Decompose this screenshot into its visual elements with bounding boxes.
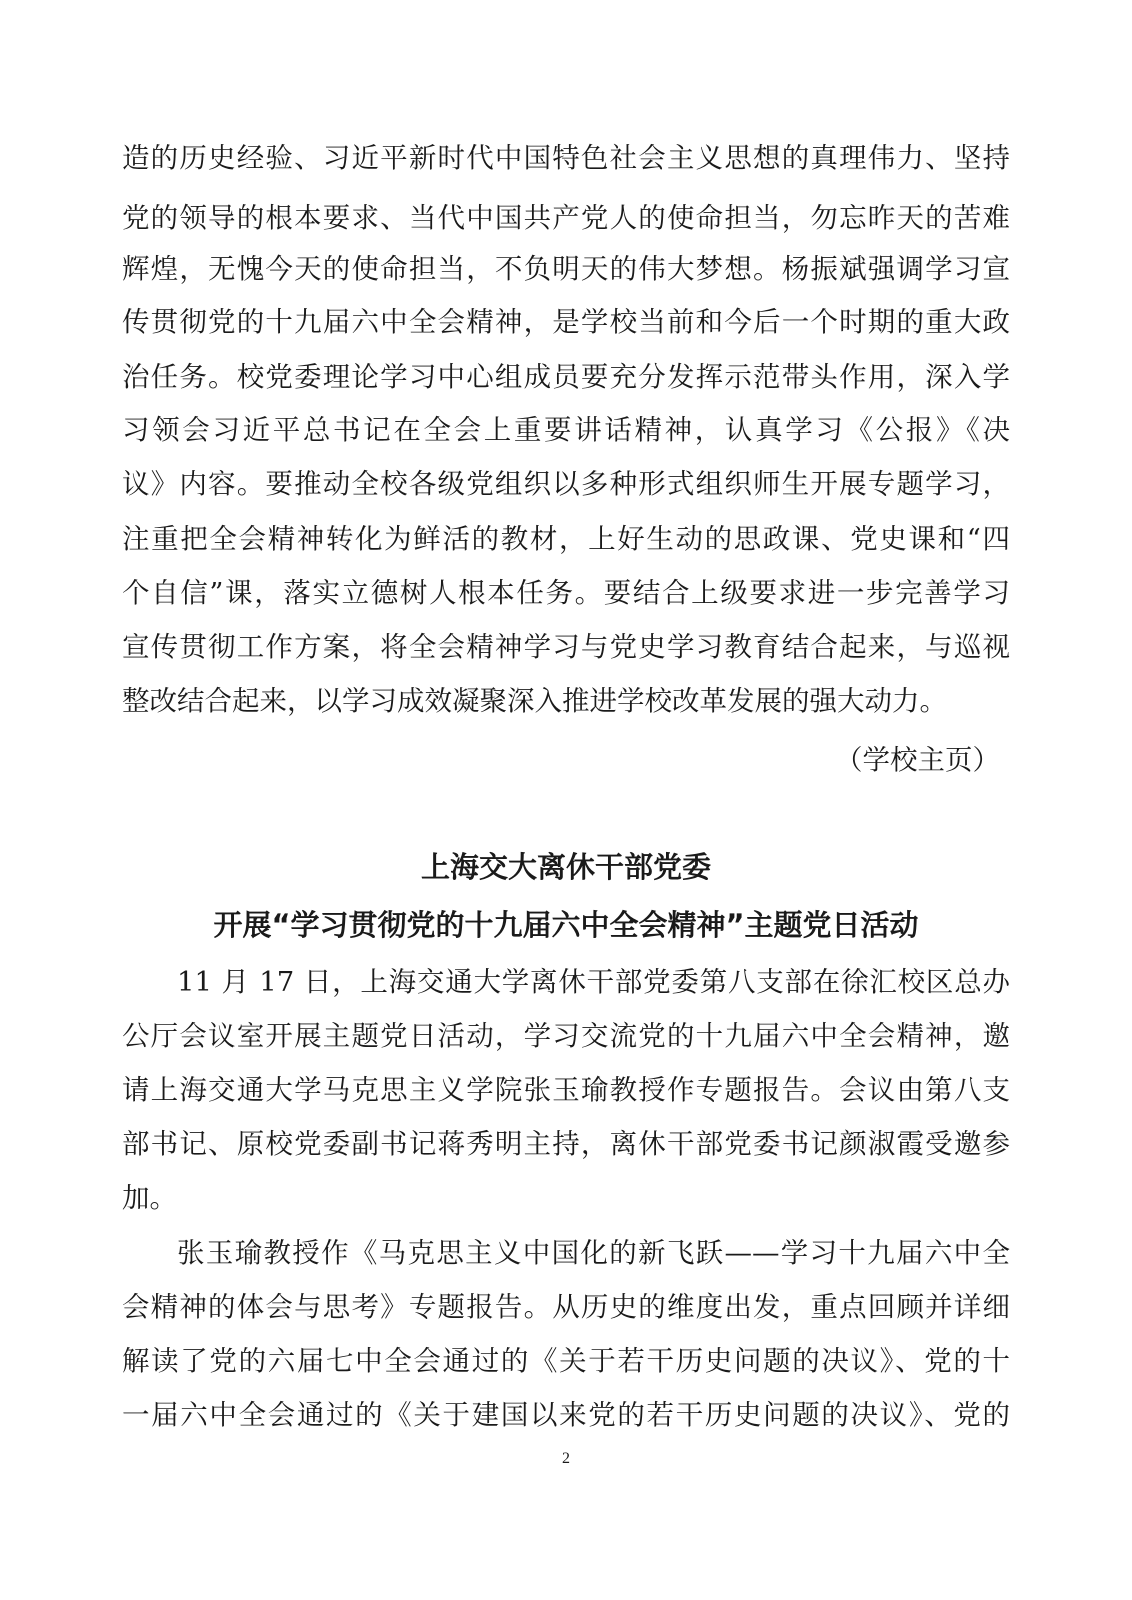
text-line: 习领会习近平总书记在全会上重要讲话精神，认真学习《公报》《决 [122,414,1010,446]
text-line: 加。 [122,1182,177,1214]
text-line: 一届六中全会通过的《关于建国以来党的若干历史问题的决议》、党的 [122,1399,1010,1431]
page-number: 2 [562,1450,570,1467]
text-line: 张玉瑜教授作《马克思主义中国化的新飞跃——学习十九届六中全 [177,1237,1010,1269]
text-line: 会精神的体会与思考》专题报告。从历史的维度出发，重点回顾并详细 [122,1291,1010,1323]
text-line: 解读了党的六届七中全会通过的《关于若干历史问题的决议》、党的十 [122,1345,1010,1377]
source-attribution: （学校主页） [835,744,1000,776]
text-line: 造的历史经验、习近平新时代中国特色社会主义思想的真理伟力、坚持 [122,142,1010,174]
text-line: 部书记、原校党委副书记蒋秀明主持，离休干部党委书记颜淑霞受邀参 [122,1128,1010,1160]
text-line: 辉煌，无愧今天的使命担当，不负明天的伟大梦想。杨振斌强调学习宣 [122,253,1010,285]
text-line: 议》内容。要推动全校各级党组织以多种形式组织师生开展专题学习， [122,468,1010,500]
text-line: 11 月 17 日，上海交通大学离休干部党委第八支部在徐汇校区总办 [177,966,1010,998]
text-line: 治任务。校党委理论学习中心组成员要充分发挥示范带头作用，深入学 [122,361,1010,393]
article-title-line-2: 开展“学习贯彻党的十九届六中全会精神”主题党日活动 [213,908,919,942]
text-line: 整改结合起来，以学习成效凝聚深入推进学校改革发展的强大动力。 [122,685,947,717]
text-line: 个自信”课，落实立德树人根本任务。要结合上级要求进一步完善学习 [122,577,1010,609]
text-line: 注重把全会精神转化为鲜活的教材，上好生动的思政课、党史课和“四 [122,523,1010,555]
text-line: 请上海交通大学马克思主义学院张玉瑜教授作专题报告。会议由第八支 [122,1074,1010,1106]
text-line: 传贯彻党的十九届六中全会精神，是学校当前和今后一个时期的重大政 [122,306,1010,338]
text-line: 党的领导的根本要求、当代中国共产党人的使命担当，勿忘昨天的苦难 [122,202,1010,234]
text-line: 宣传贯彻工作方案，将全会精神学习与党史学习教育结合起来，与巡视 [122,631,1010,663]
article-title-line-1: 上海交大离休干部党委 [420,850,711,884]
text-line: 公厅会议室开展主题党日活动，学习交流党的十九届六中全会精神，邀 [122,1020,1010,1052]
